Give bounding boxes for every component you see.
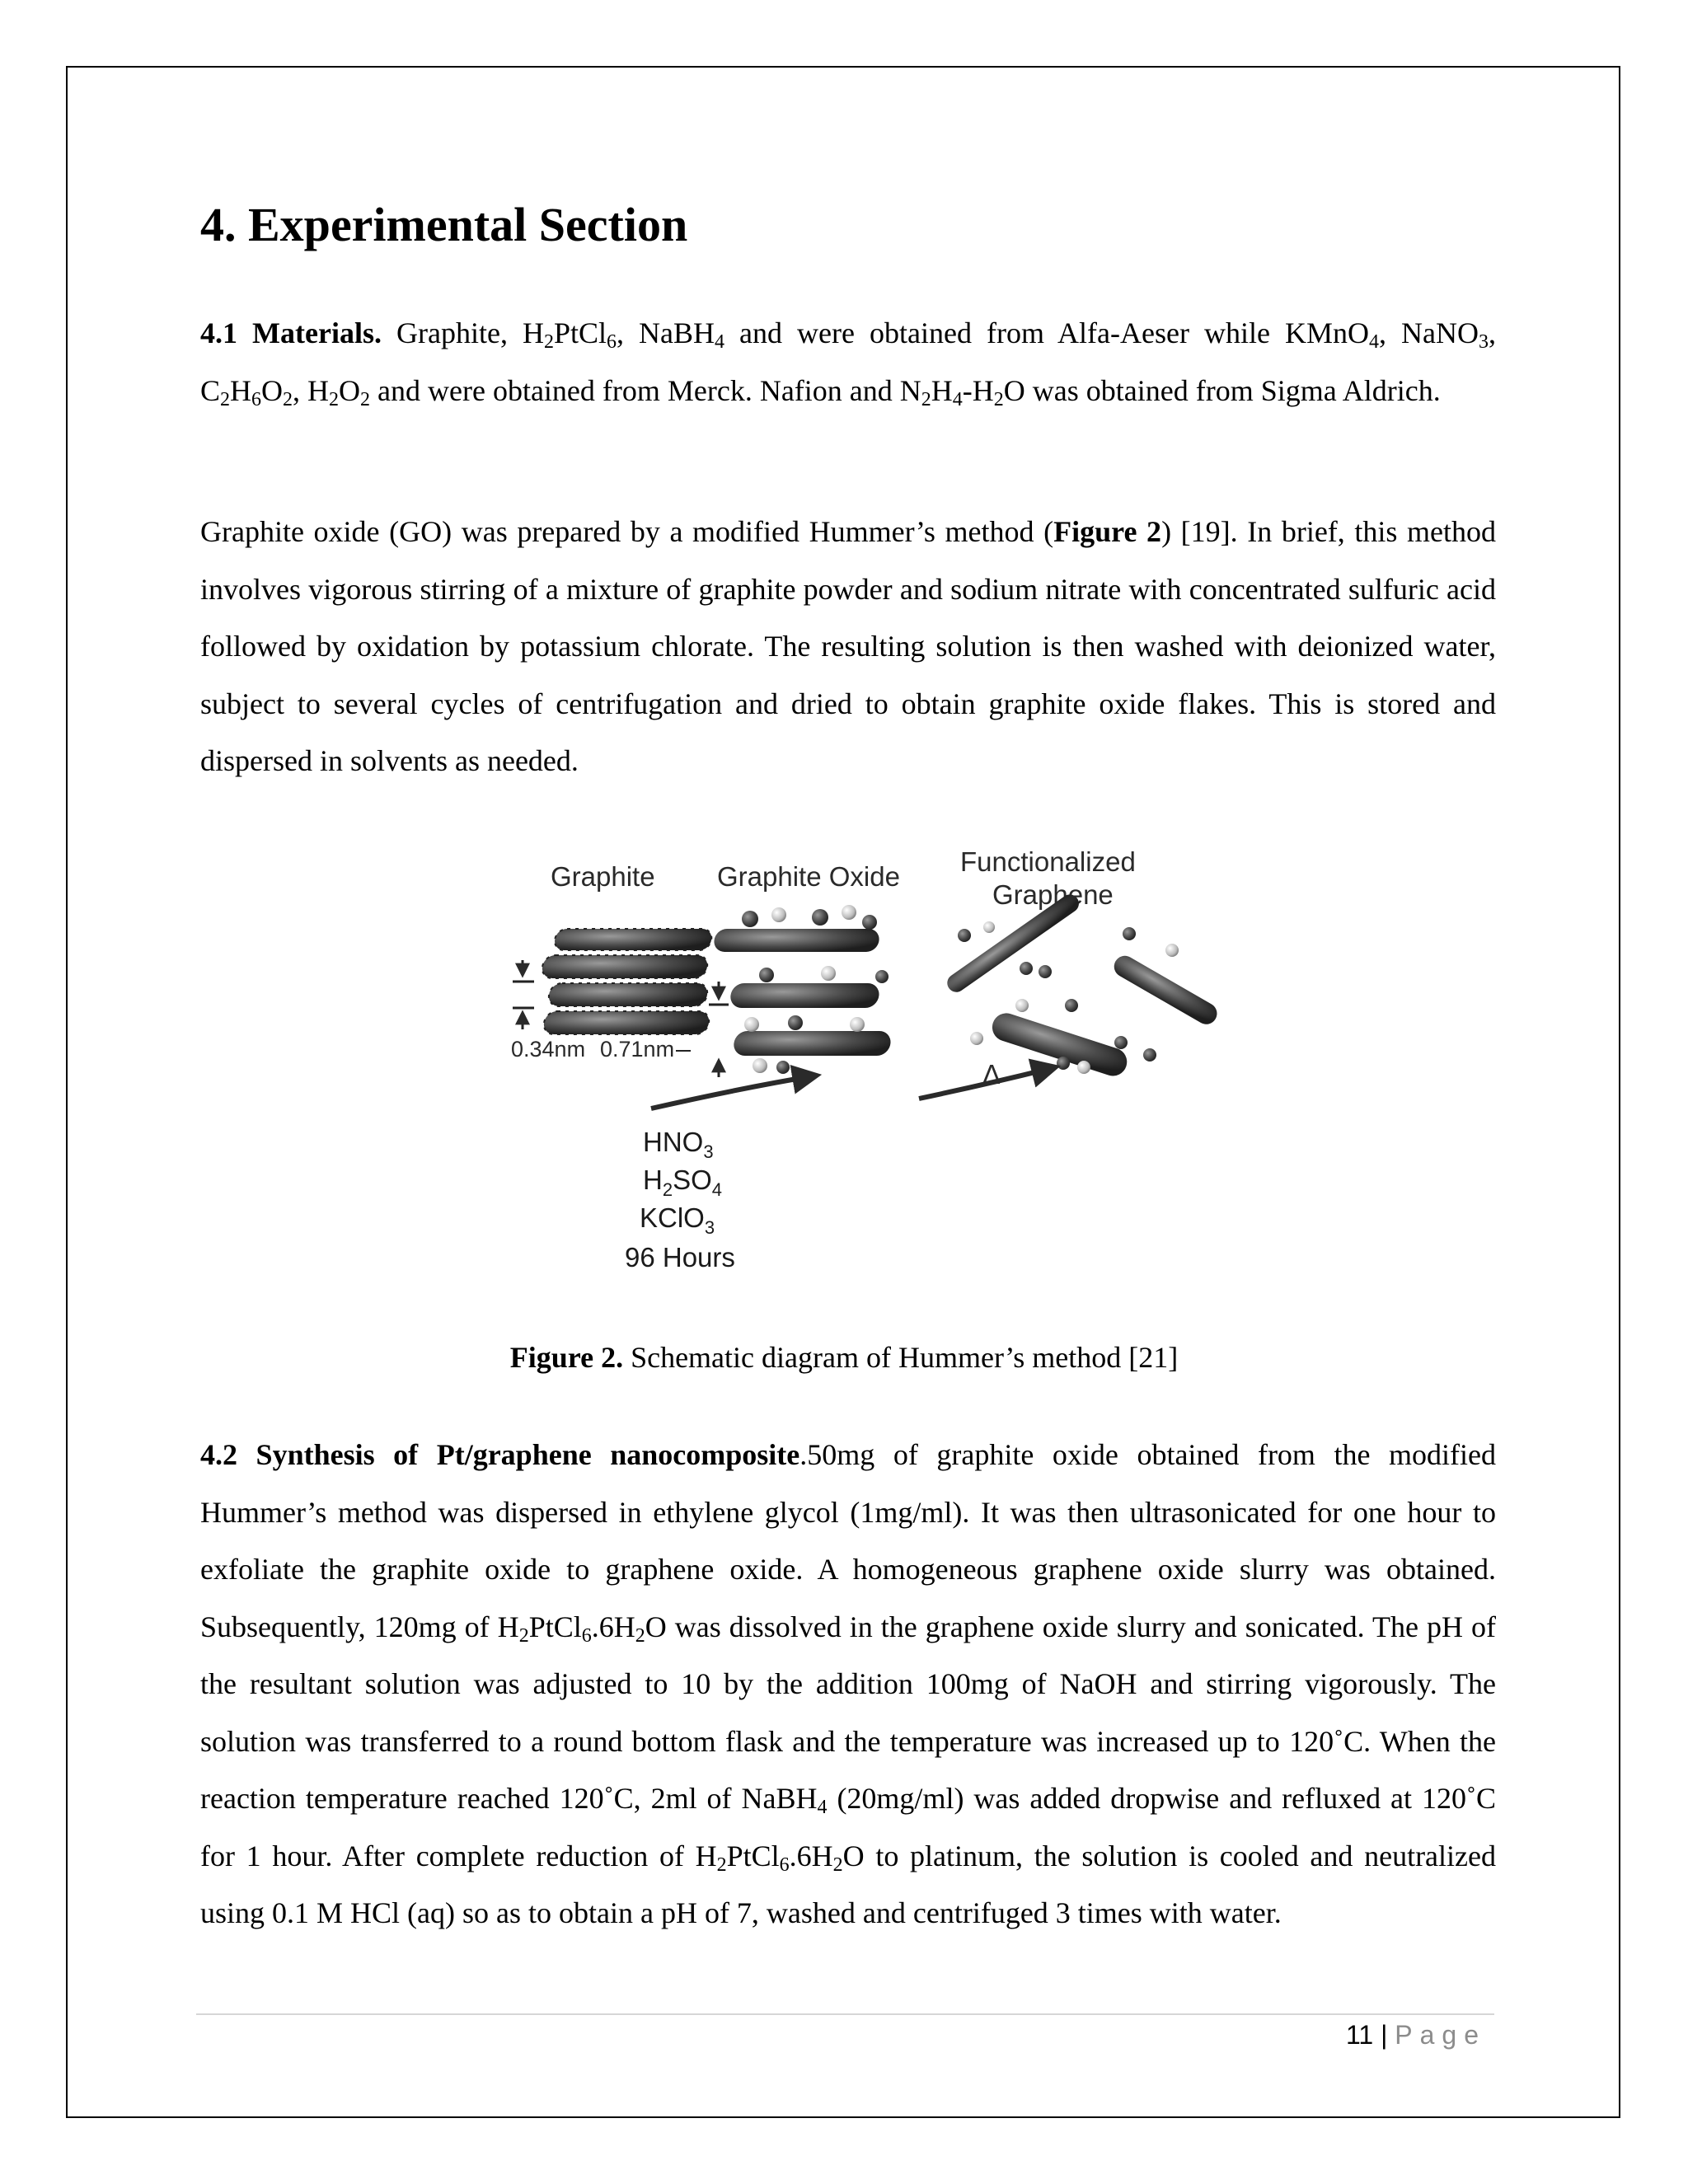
figure-reference: Figure 2 [1053, 515, 1162, 548]
synthesis-paragraph: 4.2 Synthesis of Pt/graphene nanocomposite.50mg of graphite oxide obtained from the modified Hummer’s method was dispersed in ethylene glycol (1mg/ml). It was then ultrasonicated for one hour to exfoliate the graphite oxide to graphene oxide. A homogeneous graphene oxide slurry was obtained. Subsequently, 120mg of $H_2PtCl_6.6H_2O$ was dissolved in the graphene oxide slurry and sonicated. The pH of the resultant solution was adjusted to 10 by the addition 100mg of NaOH and stirring vigorously. The solution was transferred to a round bottom flask and the temperature was increased up to 120˚C. When the reaction temperature reached 120˚C, 2ml of NaBH$_4$ (20mg/ml) was added dropwise and refluxed at 120˚C for 1 hour. After complete reduction of $H_2PtCl_6.6H_2O$ to platinum, the solution is cooled and neutralized using 0.1 M HCl (aq) so as to obtain a pH of 7, washed and centrifuged 3 times with water. [200, 1438, 1497, 1929]
label-graphite-oxide: Graphite Oxide [717, 861, 900, 892]
svg-text:Graphene: Graphene [992, 879, 1114, 910]
hummers-method-figure [495, 837, 1220, 1298]
figure-caption-label: Figure 2. [509, 1341, 624, 1374]
footer-divider [196, 2013, 1494, 2015]
synthesis-section [200, 1427, 1496, 1943]
label-graphite: Graphite [551, 861, 655, 892]
graphite-oxide-section [200, 504, 1496, 790]
figure-caption: Figure 2. Schematic diagram of Hummer’s method [21] [509, 1341, 1179, 1374]
reagents-list [625, 1127, 735, 1272]
delta-symbol: Δ [982, 1059, 1001, 1090]
graphite-oxide-layers [709, 905, 892, 1077]
svg-text:H2SO4: $H_2SO_4$ [643, 1165, 723, 1200]
hummers-method-diagram [495, 837, 1220, 1298]
svg-text:HNO3: $HNO_3$ [643, 1127, 714, 1162]
page-number: 11 | Page [1345, 2020, 1486, 2050]
materials-section [200, 305, 1496, 419]
materials-paragraph: 4.1 Materials. Graphite, $H_2PtCl_6$, NaBH$_4$ and were obtained from Alfa-Aeser while KMnO$_4$, NaNO$_3$, $C_2H_6O_2$, $H_2O_2$ and were obtained from Merck. Nafion and $N_2H_4-H_2O$ was obtained from Sigma Aldrich. [200, 316, 1496, 410]
graphite-oxide-paragraph: Graphite oxide (GO) was prepared by a modified Hummer’s method (Figure 2) [19]. In brief, this method involves vigorous stirring of a mixture of graphite powder and sodium nitrate with concentrated sulfuric acid followed by oxidation by potassium chlorate. The resulting solution is then washed with deionized water, subject to several cycles of centrifugation and dried to obtain graphite oxide flakes. This is stored and dispersed in solvents as needed. [200, 515, 1497, 777]
reaction-duration: 96 Hours [625, 1242, 735, 1272]
graphite-layers [513, 929, 713, 1034]
label-functionalized: Functionalized [960, 846, 1136, 877]
materials-label: 4.1 Materials. [200, 316, 382, 349]
synthesis-label: 4.2 Synthesis of Pt/graphene nanocomposite [200, 1438, 800, 1471]
svg-text:KClO3: KClO$_3$ [640, 1202, 715, 1238]
spacing-034: 0.34nm [511, 1037, 586, 1062]
section-heading: 4. Experimental Section [200, 198, 688, 251]
spacing-071: 0.71nm [600, 1037, 675, 1062]
functionalized-graphene-sheets [944, 891, 1220, 1080]
